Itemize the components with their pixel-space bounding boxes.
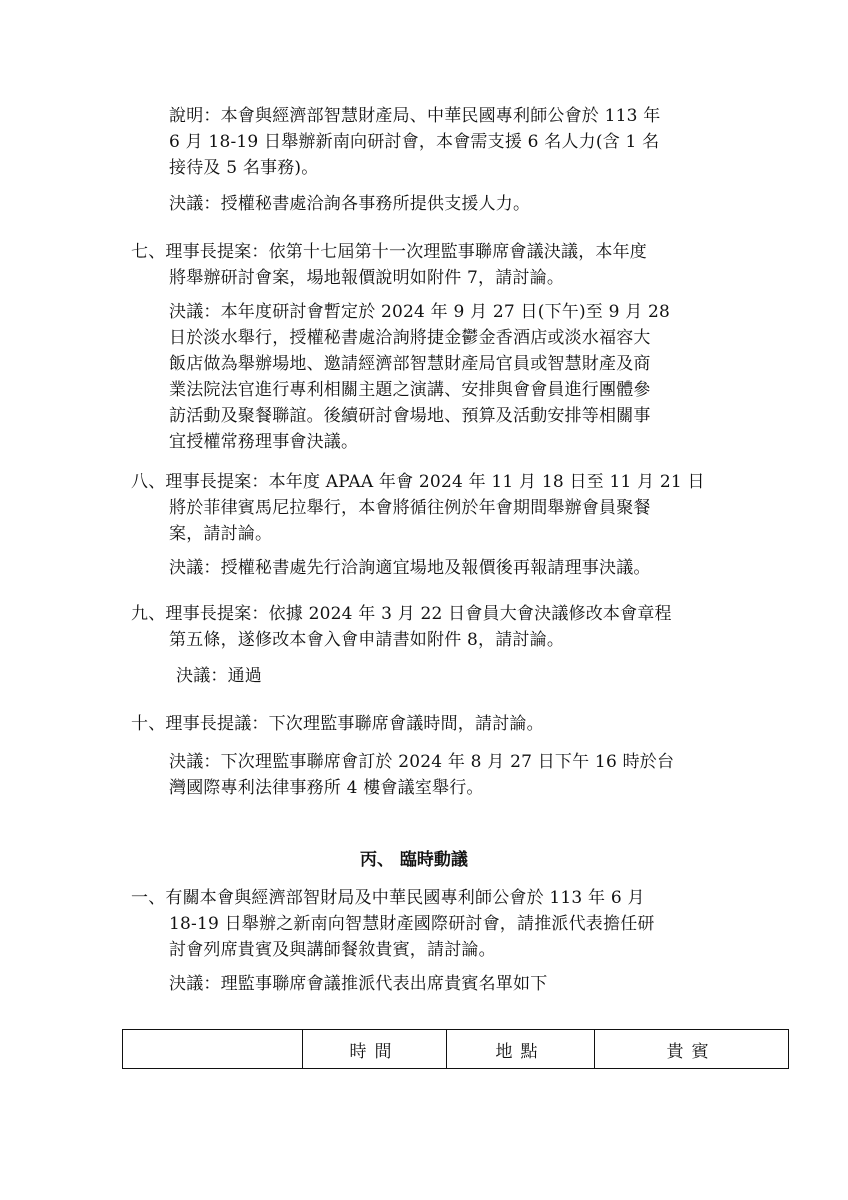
resolution-line-1: 決議：授權秘書處洽詢各事務所提供支援人力。 bbox=[169, 194, 531, 214]
item-7-line-1: 七、理事長提案：依第十七屆第十一次理監事聯席會議決議，本年度 bbox=[131, 242, 647, 262]
item-8-line-3: 案，請討論。 bbox=[169, 524, 273, 544]
guest-table-header-blank bbox=[123, 1030, 303, 1069]
item-9-line-1: 九、理事長提案：依據 2024 年 3 月 22 日會員大會決議修改本會章程 bbox=[131, 604, 672, 624]
resolution-7-line-6: 宜授權常務理事會決議。 bbox=[169, 432, 359, 452]
note-line-2: 6 月 18-19 日舉辦新南向研討會，本會需支援 6 名人力(含 1 名 bbox=[169, 132, 660, 152]
guest-table-header-location: 地點 bbox=[447, 1030, 595, 1069]
item-9-line-2: 第五條，遂修改本會入會申請書如附件 8，請討論。 bbox=[169, 630, 565, 650]
resolution-8-line-1: 決議：授權秘書處先行洽詢適宜場地及報價後再報請理事決議。 bbox=[169, 558, 651, 578]
note-line-3: 接待及 5 名事務)。 bbox=[169, 158, 319, 178]
item-7-line-2: 將舉辦研討會案，場地報價說明如附件 7，請討論。 bbox=[169, 268, 565, 288]
guest-table-header-guests: 貴賓 bbox=[595, 1030, 789, 1069]
resolution-10-line-2: 灣國際專利法律事務所 4 樓會議室舉行。 bbox=[169, 778, 484, 798]
resolution-7-line-1: 決議：本年度研討會暫定於 2024 年 9 月 27 日(下午)至 9 月 28 bbox=[169, 302, 671, 322]
extempore-1-line-1: 一、有關本會與經濟部智財局及中華民國專利師公會於 113 年 6 月 bbox=[131, 888, 645, 908]
section-heading-extempore: 丙、 臨時動議 bbox=[360, 850, 468, 870]
item-8-line-1: 八、理事長提案：本年度 APAA 年會 2024 年 11 月 18 日至 11 月 21 日 bbox=[131, 472, 705, 492]
guest-table-header-time: 時間 bbox=[303, 1030, 447, 1069]
item-8-line-2: 將於菲律賓馬尼拉舉行，本會將循往例於年會期間舉辦會員聚餐 bbox=[169, 498, 651, 518]
note-line-1: 說明：本會與經濟部智慧財產局、中華民國專利師公會於 113 年 bbox=[169, 106, 661, 126]
item-10-line-1: 十、理事長提議：下次理監事聯席會議時間，請討論。 bbox=[131, 714, 544, 734]
extempore-1-line-2: 18-19 日舉辦之新南向智慧財產國際研討會，請推派代表擔任研 bbox=[169, 914, 655, 934]
resolution-7-line-3: 飯店做為舉辦場地、邀請經濟部智慧財產局官員或智慧財產及商 bbox=[169, 354, 651, 374]
resolution-7-line-5: 訪活動及聚餐聯誼。後續研討會場地、預算及活動安排等相關事 bbox=[169, 406, 651, 426]
guest-table-header-row bbox=[123, 1030, 789, 1069]
guest-table bbox=[122, 1029, 789, 1069]
extempore-1-line-3: 討會列席貴賓及與講師餐敘貴賓，請討論。 bbox=[169, 940, 496, 960]
resolution-7-line-4: 業法院法官進行專利相關主題之演講、安排與會會員進行團體參 bbox=[169, 380, 651, 400]
resolution-9-line-1: 決議：通過 bbox=[176, 666, 262, 686]
resolution-extempore-line-1: 決議：理監事聯席會議推派代表出席貴賓名單如下 bbox=[169, 974, 548, 994]
resolution-7-line-2: 日於淡水舉行，授權秘書處洽詢將捷金鬱金香酒店或淡水福容大 bbox=[169, 328, 651, 348]
resolution-10-line-1: 決議：下次理監事聯席會訂於 2024 年 8 月 27 日下午 16 時於台 bbox=[169, 752, 675, 772]
